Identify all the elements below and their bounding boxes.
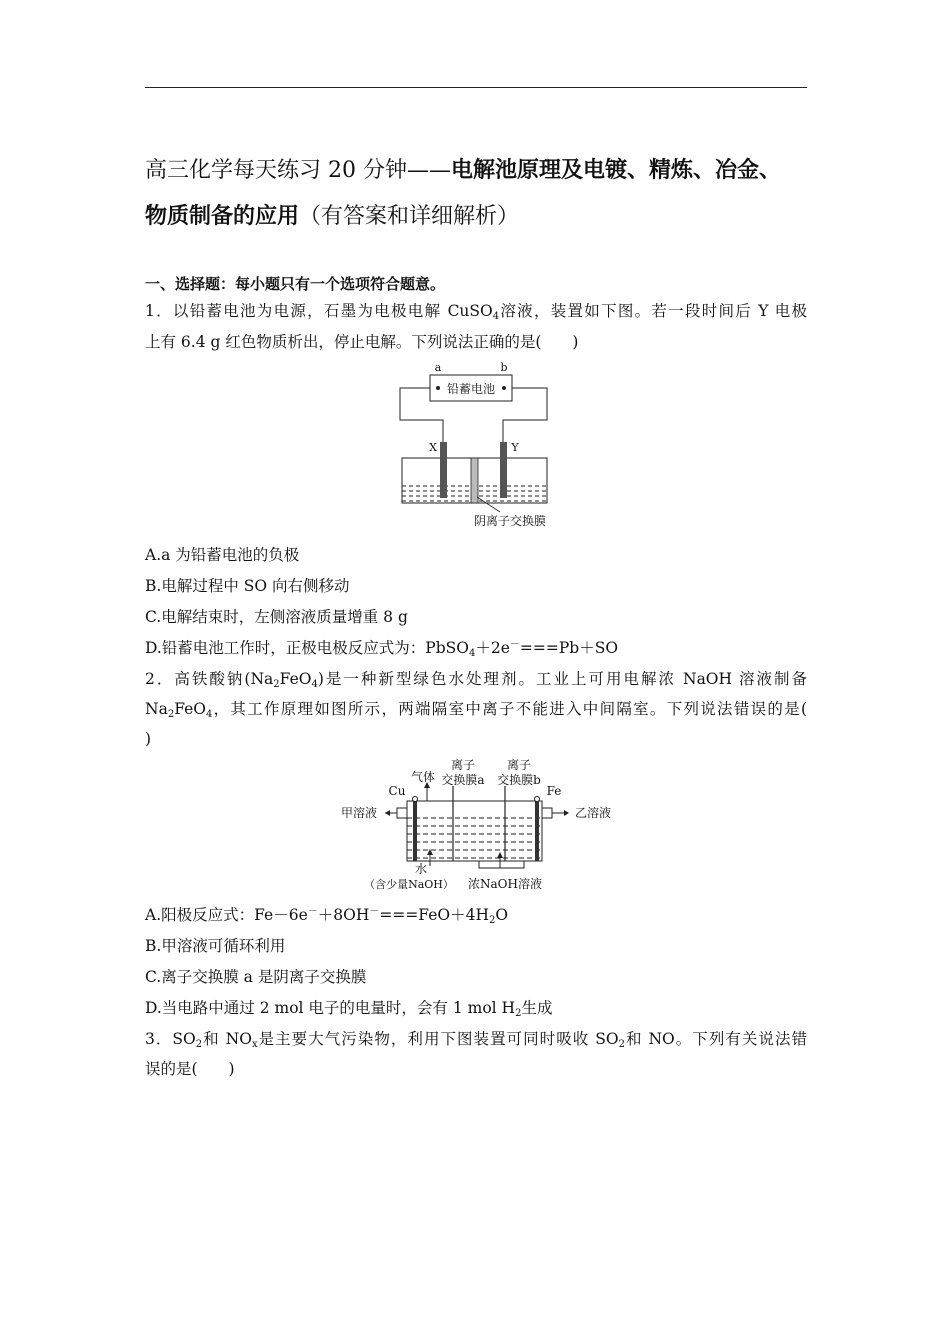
q2-option-d: D.当电路中通过 2 mol 电子的电量时，会有 1 mol $H_2$生成 [145,999,553,1019]
membrane-b-label-1: 离子 [506,758,532,772]
q3-line1: 3．$SO_2$和 $NO_x$是主要大气污染物，利用下图装置可同时吸收 $SO_2$和 NO。下列有关说法错 [145,1030,807,1050]
water-label: 水 [414,862,428,876]
title-normal-text-2: （有答案和详细解析） [299,204,520,229]
terminal-a-label: a [434,361,442,374]
right-outlet-label: 乙溶液 [574,806,612,820]
q1-option-c: C.电解结束时，左侧溶液质量增重 8 g [145,608,408,626]
q2-line1: 2．高铁酸钠$(Na_2FeO_4)$是一种新型绿色水处理剂。工业上可用电解浓 NaOH 溶液制备 [145,670,808,690]
cu-electrode-label: Cu [388,784,406,798]
membrane-label: 阴离子交换膜 [473,514,547,528]
title-bold-text-2: 物质制备的应用 [145,203,300,229]
electrode-y-label: Y [511,441,519,454]
fe-electrode-label: Fe [546,784,562,798]
q2-line3: ) [145,730,152,748]
section-heading: 一、选择题：每小题只有一个选项符合题意。 [145,275,446,293]
terminal-b-label: b [500,361,508,374]
membrane-b-label-2: 交换膜b [497,773,541,787]
bottom-right-label: 浓NaOH溶液 [468,877,542,891]
q1-electrolysis-figure [395,360,555,535]
q2-electrolysis-figure [335,756,620,894]
q2-option-a: A.阳极反应式：$Fe-6e^-+8OH^-===FeO+4H_2O$ [145,906,509,926]
membrane-a-label-1: 离子 [450,758,476,772]
membrane-a-label-2: 交换膜a [441,773,485,787]
q1-option-d: D.铅蓄电池工作时，正极电极反应式为：PbSO$_4$＋2e－===Pb＋SO [145,639,619,659]
q2-line2: $Na_2FeO_4$，其工作原理如图所示，两端隔室中离子不能进入中间隔室。下列说法错误的是( [145,700,807,720]
q3-line2: 误的是( ) [145,1060,235,1078]
electrode-x-label: X [429,441,437,454]
header-rule [145,87,807,88]
gas-label: 气体 [410,770,436,784]
q2-option-c: C.离子交换膜 a 是阴离子交换膜 [145,968,367,986]
q1-option-a: A.a 为铅蓄电池的负极 [145,546,300,564]
q1-option-b: B.电解过程中 SO 向右侧移动 [145,577,350,595]
page-title-line2 [145,201,815,232]
q1-line2: 上有 6.4 g 红色物质析出，停止电解。下列说法正确的是( ) [145,333,579,351]
battery-label: 铅蓄电池 [446,382,496,396]
left-outlet-label: 甲溶液 [340,806,378,820]
title-normal-text: 高三化学每天练习 20 分钟—— [145,158,451,183]
title-bold-text: 电解池原理及电镀、精炼、冶金、 [450,157,781,183]
page-title-line1 [145,155,815,186]
q1-line1: 1．以铅蓄电池为电源，石墨为电极电解 CuSO$_4$溶液，装置如下图。若一段时间后 Y 电极 [145,302,807,322]
q2-option-b: B.甲溶液可循环利用 [145,937,286,955]
bottom-left-label: （含少量NaOH） [364,878,454,891]
